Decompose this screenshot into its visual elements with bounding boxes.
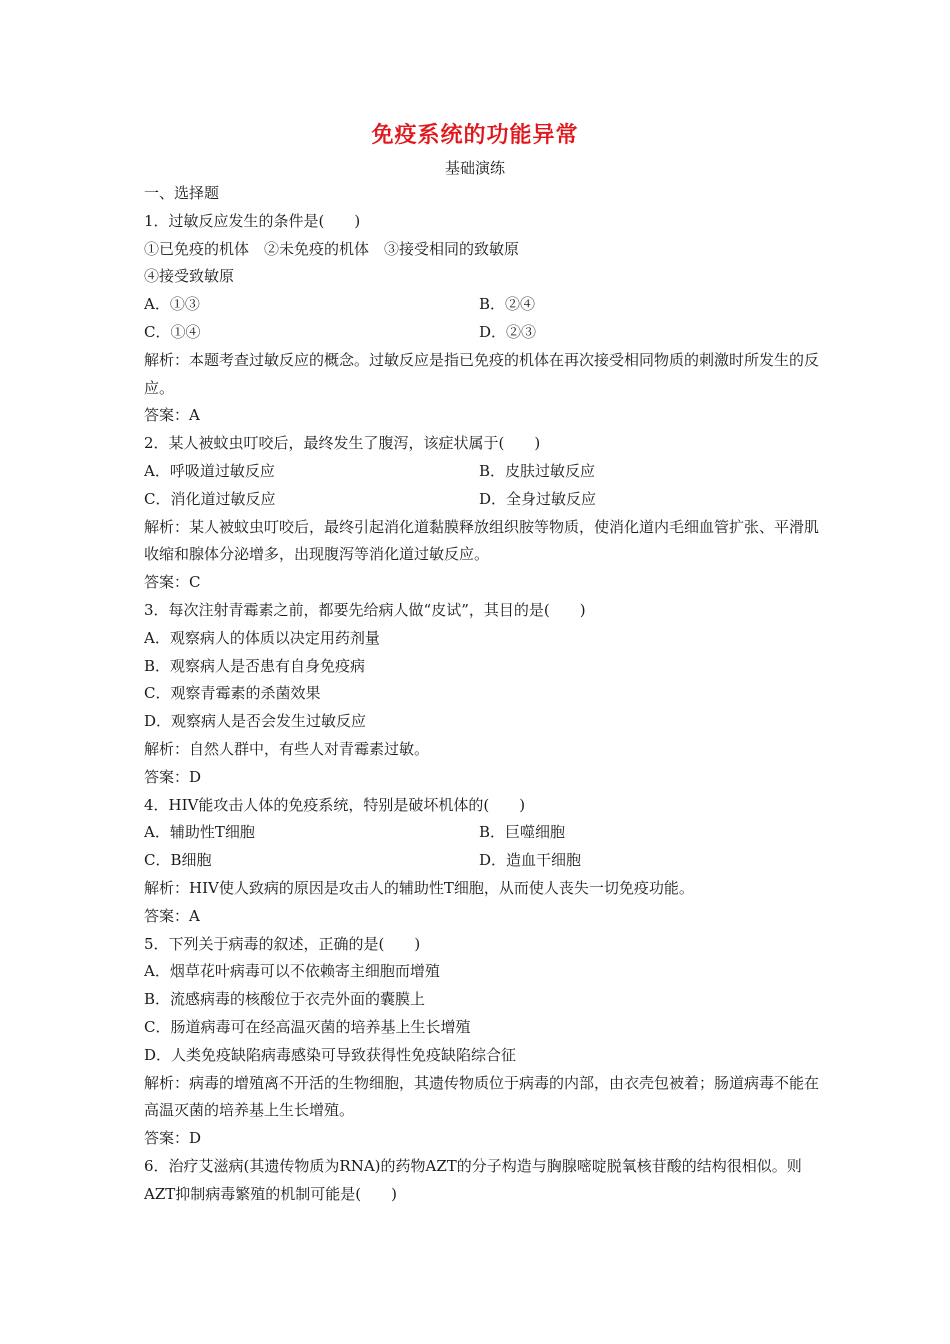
question-stem: 6．治疗艾滋病(其遗传物质为RNA)的药物AZT的分子构造与胸腺嘧啶脱氧核苷酸的结构很相似。则AZT抑制病毒繁殖的机制可能是( ) — [144, 1156, 802, 1203]
section-heading: 一、选择题 — [144, 184, 220, 202]
answer-text: 答案：A — [144, 906, 200, 925]
question-stem: 3．每次注射青霉素之前，都要先给病人做“皮试”，其目的是( ) — [144, 600, 586, 619]
question-stem: 2．某人被蚊虫叮咬后，最终发生了腹泻，该症状属于( ) — [144, 434, 541, 453]
question-1 — [144, 208, 824, 430]
answer-text: 答案：A — [144, 406, 200, 425]
analysis-text: 解析：HIV使人致病的原因是攻击人的辅助性T细胞，从而使人丧失一切免疫功能。 — [144, 878, 694, 897]
analysis-text: 解析：本题考查过敏反应的概念。过敏反应是指已免疫的机体在再次接受相同物质的刺激时所发生的反应。 — [144, 350, 820, 397]
option-c: C．肠道病毒可在经高温灭菌的培养基上生长增殖 — [144, 1017, 471, 1036]
option-c: C．消化道过敏反应 — [144, 489, 276, 508]
option-row — [144, 847, 824, 875]
question-2 — [144, 430, 824, 597]
option-c: C．观察青霉素的杀菌效果 — [144, 684, 321, 703]
option-c: C．B细胞 — [144, 851, 212, 870]
question-stem: 5．下列关于病毒的叙述，正确的是( ) — [144, 934, 421, 953]
option-b: B．②④ — [479, 295, 536, 314]
option-d: D．②③ — [479, 322, 537, 341]
question-item: ①已免疫的机体 ②未免疫的机体 ③接受相同的致敏原 — [144, 239, 520, 258]
document-title: 免疫系统的功能异常 — [371, 122, 579, 148]
option-d: D．观察病人是否会发生过敏反应 — [144, 712, 367, 731]
option-row — [144, 291, 824, 319]
option-row — [144, 458, 824, 486]
document-body — [144, 180, 824, 1208]
option-d: D．全身过敏反应 — [479, 489, 597, 508]
option-a: A．观察病人的体质以决定用药剂量 — [144, 628, 380, 647]
answer-text: 答案：D — [144, 1129, 202, 1148]
question-5 — [144, 931, 824, 1153]
option-a: A．①③ — [144, 295, 200, 314]
option-row — [144, 319, 824, 347]
option-d: D．人类免疫缺陷病毒感染可导致获得性免疫缺陷综合征 — [144, 1045, 517, 1064]
question-3 — [144, 597, 824, 792]
question-item: ④接受致敏原 — [144, 267, 235, 286]
analysis-text: 解析：病毒的增殖离不开活的生物细胞，其遗传物质位于病毒的内部，由衣壳包被着；肠道病毒不能在高温灭菌的培养基上生长增殖。 — [144, 1073, 820, 1120]
option-a: A．呼吸道过敏反应 — [144, 461, 275, 480]
option-row — [144, 486, 824, 514]
answer-text: 答案：C — [144, 573, 201, 592]
option-d: D．造血干细胞 — [479, 851, 582, 870]
question-4 — [144, 792, 824, 931]
analysis-text: 解析：某人被蚊虫叮咬后，最终引起消化道黏膜释放组织胺等物质，使消化道内毛细血管扩张、平滑肌收缩和腺体分泌增多，出现腹泻等消化道过敏反应。 — [144, 517, 820, 564]
option-row — [144, 819, 824, 847]
document-subtitle: 基础演练 — [444, 159, 505, 177]
option-a: A．烟草花叶病毒可以不依赖寄主细胞而增殖 — [144, 962, 440, 981]
question-stem: 1．过敏反应发生的条件是( ) — [144, 211, 361, 230]
option-b: B．流感病毒的核酸位于衣壳外面的囊膜上 — [144, 990, 426, 1009]
option-b: B．巨噬细胞 — [479, 823, 566, 842]
option-b: B．皮肤过敏反应 — [479, 461, 596, 480]
option-a: A．辅助性T细胞 — [144, 823, 255, 842]
option-c: C．①④ — [144, 322, 201, 341]
option-b: B．观察病人是否患有自身免疫病 — [144, 656, 366, 675]
answer-text: 答案：D — [144, 767, 202, 786]
analysis-text: 解析：自然人群中，有些人对青霉素过敏。 — [144, 739, 430, 758]
question-6 — [144, 1153, 824, 1209]
question-stem: 4．HIV能攻击人体的免疫系统，特别是破坏机体的( ) — [144, 795, 526, 814]
